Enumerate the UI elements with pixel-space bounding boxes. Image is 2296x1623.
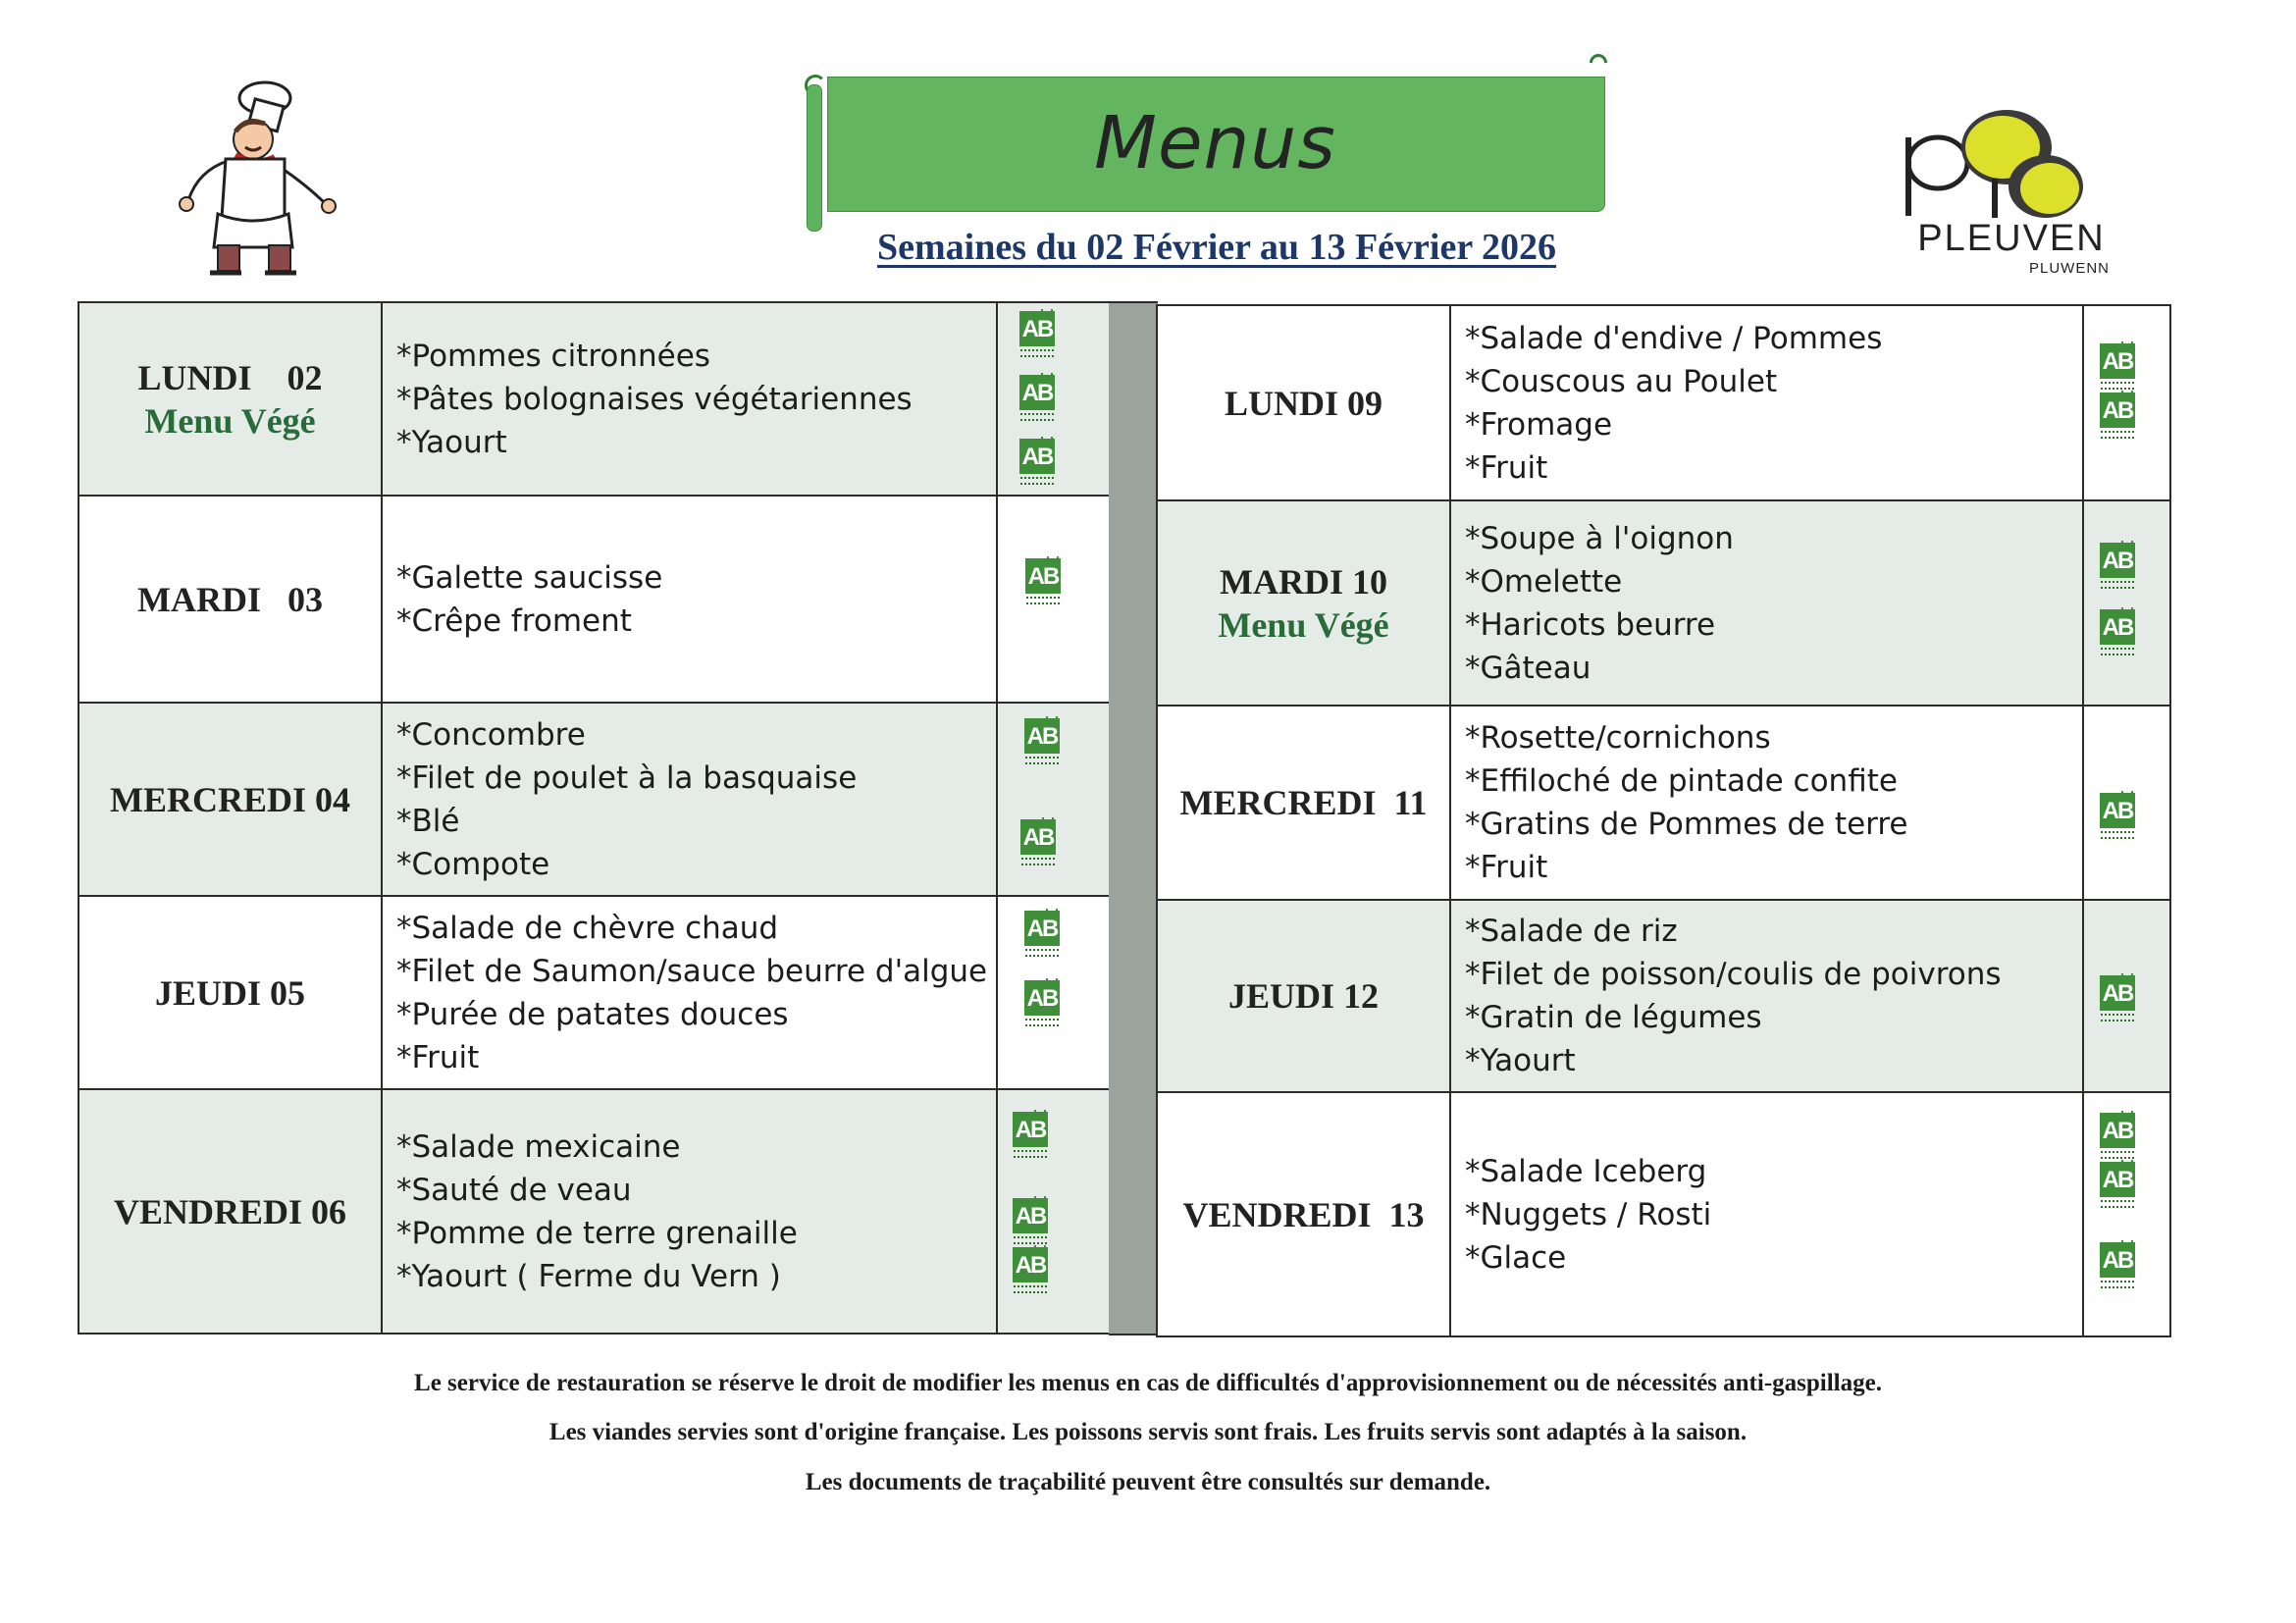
logo-subname: PLUWENN xyxy=(2028,260,2110,277)
ab-organic-icon: AB xyxy=(1020,819,1056,866)
ab-organic-icon: AB xyxy=(2100,609,2135,656)
organic-cell xyxy=(2084,707,2169,899)
organic-cell xyxy=(998,897,1109,1088)
day-cell xyxy=(79,497,383,702)
ab-organic-icon: AB xyxy=(2100,1113,2135,1160)
ab-organic-icon: AB xyxy=(1019,439,1055,486)
day-cell xyxy=(79,303,383,495)
organic-cell xyxy=(2084,306,2169,499)
dishes-cell xyxy=(383,704,998,895)
day-label: JEUDI 05 xyxy=(154,972,306,1013)
dishes-cell xyxy=(1451,501,2084,705)
menu-row xyxy=(79,303,1109,497)
dish: *Filet de poisson/coulis de poivrons xyxy=(1465,957,2002,992)
dish: *Blé xyxy=(396,803,460,839)
vege-tag: Menu Végé xyxy=(1218,604,1389,645)
dish: *Gâteau xyxy=(1465,650,1592,686)
day-cell xyxy=(1158,707,1451,899)
dish: *Pomme de terre grenaille xyxy=(396,1215,798,1251)
date-range-subtitle: Semaines du 02 Février au 13 Février 2026 xyxy=(877,227,1556,268)
dish: *Couscous au Poulet xyxy=(1465,363,1778,399)
dish: *Fruit xyxy=(396,1039,480,1075)
ab-organic-icon: AB xyxy=(2100,975,2135,1022)
menu-row xyxy=(1158,501,2169,707)
day-cell xyxy=(79,1090,383,1333)
day-label: VENDREDI 06 xyxy=(113,1191,347,1231)
dish: *Pâtes bolognaises végétariennes xyxy=(396,381,913,417)
ab-organic-icon: AB xyxy=(2100,1242,2135,1289)
day-cell xyxy=(1158,901,1451,1091)
dish: *Fruit xyxy=(1465,850,1548,885)
ab-organic-icon: AB xyxy=(1024,980,1060,1027)
dishes-cell xyxy=(1451,306,2084,499)
day-label: MERCREDI 04 xyxy=(109,779,350,819)
vege-tag: Menu Végé xyxy=(144,400,316,441)
chef-illustration xyxy=(167,77,343,283)
dish: *Compote xyxy=(396,846,550,882)
ab-organic-icon: AB xyxy=(1013,1247,1048,1294)
dish: *Filet de poulet à la basquaise xyxy=(396,759,858,796)
dish: *Gratin de légumes xyxy=(1465,1000,1762,1035)
dish: *Salade d'endive / Pommes xyxy=(1465,320,1883,356)
menu-row xyxy=(1158,1093,2169,1335)
day-label: MARDI 03 xyxy=(137,579,323,619)
day-cell xyxy=(1158,1093,1451,1335)
dish: *Salade de riz xyxy=(1465,914,1678,949)
menu-row xyxy=(1158,707,2169,901)
footer-note: Les documents de traçabilité peuvent être consultés sur demande. xyxy=(805,1469,1491,1495)
footer-note: Les viandes servies sont d'origine française. Les poissons servis sont frais. Les fruits servis sont adaptés à la saison. xyxy=(548,1419,1748,1445)
day-label: MERCREDI 11 xyxy=(1179,783,1428,822)
organic-cell xyxy=(2084,501,2169,705)
ab-organic-icon: AB xyxy=(1013,1198,1048,1245)
ab-organic-icon: AB xyxy=(2100,393,2135,440)
day-label: LUNDI 02 xyxy=(137,357,323,397)
menu-row xyxy=(1158,901,2169,1093)
day-cell xyxy=(79,897,383,1088)
dish: *Salade Iceberg xyxy=(1465,1153,1707,1189)
ab-organic-icon: AB xyxy=(2100,343,2135,391)
dish: *Galette saucisse xyxy=(396,559,663,596)
dish: *Purée de patates douces xyxy=(396,996,789,1032)
day-cell xyxy=(1158,306,1451,499)
menu-table-week-2 xyxy=(1156,304,2171,1337)
day-label: LUNDI 09 xyxy=(1224,383,1383,423)
dish: *Filet de Saumon/sauce beurre d'algue xyxy=(396,953,988,989)
organic-cell xyxy=(998,704,1109,895)
menu-row xyxy=(79,1090,1109,1333)
day-label: VENDREDI 13 xyxy=(1182,1194,1425,1234)
ab-organic-icon: AB xyxy=(2100,1162,2135,1209)
dish: *Concombre xyxy=(396,716,586,753)
dishes-cell xyxy=(1451,707,2084,899)
footer-note: Le service de restauration se réserve le droit de modifier les menus en cas de difficultés d'approvisionnement ou de nécessités anti-gaspillage. xyxy=(414,1370,1882,1396)
dishes-cell xyxy=(1451,1093,2084,1335)
dish: *Gratins de Pommes de terre xyxy=(1465,807,1908,842)
dish: *Fruit xyxy=(1465,449,1548,486)
dish: *Fromage xyxy=(1465,406,1613,443)
dishes-cell xyxy=(1451,901,2084,1091)
day-label: JEUDI 12 xyxy=(1227,976,1380,1016)
ab-organic-icon: AB xyxy=(1024,718,1060,765)
ab-organic-icon: AB xyxy=(1013,1112,1048,1159)
ab-organic-icon: AB xyxy=(2100,543,2135,590)
dish: *Rosette/cornichons xyxy=(1465,720,1771,756)
dish: *Nuggets / Rosti xyxy=(1465,1196,1712,1232)
dish: *Yaourt ( Ferme du Vern ) xyxy=(396,1258,781,1294)
day-cell xyxy=(79,704,383,895)
logo-name: PLEUVEN xyxy=(1917,218,2106,259)
page-title: Menus xyxy=(1094,101,1336,185)
menu-row xyxy=(1158,306,2169,501)
dish: *Yaourt xyxy=(396,424,507,460)
dish: *Crêpe froment xyxy=(396,602,632,639)
dish: *Pommes citronnées xyxy=(396,338,710,374)
dish: *Omelette xyxy=(1465,563,1623,600)
dish: *Sauté de veau xyxy=(396,1172,632,1208)
dish: *Haricots beurre xyxy=(1465,606,1716,643)
menu-row xyxy=(79,897,1109,1090)
organic-cell xyxy=(998,497,1109,702)
ab-organic-icon: AB xyxy=(1019,311,1055,358)
dishes-cell xyxy=(383,303,998,495)
dish: *Effiloché de pintade confite xyxy=(1465,763,1898,799)
menu-table-week-1 xyxy=(78,301,1111,1335)
dish: *Soupe à l'oignon xyxy=(1465,520,1734,556)
banner-rod xyxy=(807,84,822,232)
ab-organic-icon: AB xyxy=(1025,558,1061,605)
banner-hook xyxy=(1586,50,1610,75)
organic-cell xyxy=(998,1090,1109,1333)
ab-organic-icon: AB xyxy=(1024,911,1060,958)
dish: *Salade de chèvre chaud xyxy=(396,910,779,946)
day-label: MARDI 10 xyxy=(1220,561,1387,602)
ab-organic-icon: AB xyxy=(2100,793,2135,840)
menu-row xyxy=(79,497,1109,704)
organic-cell xyxy=(998,303,1109,495)
dish: *Yaourt xyxy=(1465,1043,1576,1078)
week-separator xyxy=(1109,301,1158,1335)
dish: *Salade mexicaine xyxy=(396,1128,681,1165)
ab-organic-icon: AB xyxy=(1019,375,1055,422)
dishes-cell xyxy=(383,1090,998,1333)
dish: *Glace xyxy=(1465,1239,1567,1276)
organic-cell xyxy=(2084,1093,2169,1335)
organic-cell xyxy=(2084,901,2169,1091)
dishes-cell xyxy=(383,897,998,1088)
day-cell xyxy=(1158,501,1451,705)
menu-row xyxy=(79,704,1109,897)
dishes-cell xyxy=(383,497,998,702)
